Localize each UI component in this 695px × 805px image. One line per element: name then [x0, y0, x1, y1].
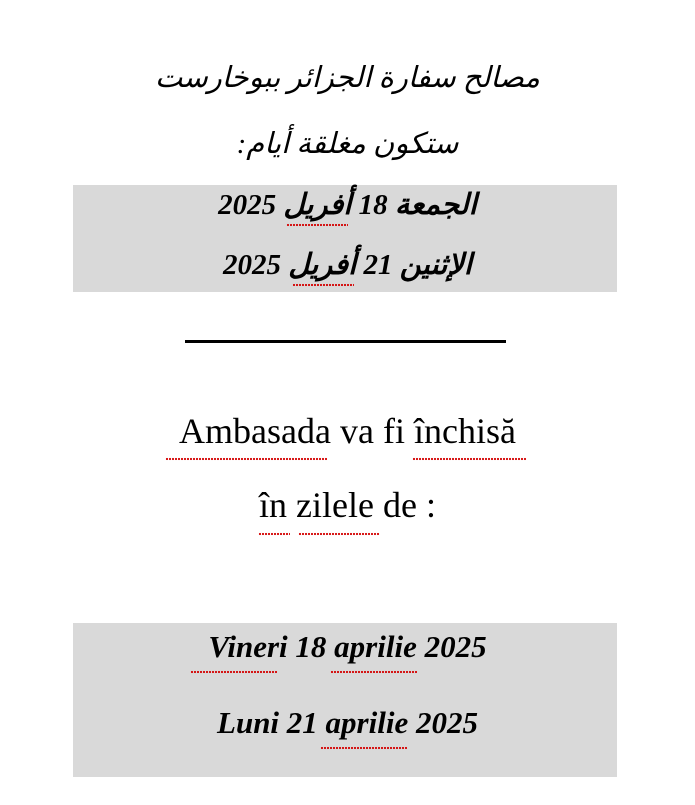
spellcheck-underline: [330, 670, 417, 674]
romanian-date-friday: Vineri 18 aprilie 2025: [208, 629, 487, 664]
arabic-date-monday: الإثنين 21 أفريل 2025: [223, 249, 472, 281]
arabic-date-friday: الجمعة 18 أفريل 2025: [218, 189, 477, 221]
separator-line: [185, 340, 506, 343]
romanian-date-monday: Luni 21 aprilie 2025: [217, 705, 478, 740]
spellcheck-underline: [412, 457, 526, 461]
spellcheck-underline: [190, 670, 277, 674]
arabic-subheading: ستكون مغلقة أيام:: [236, 128, 459, 160]
spellcheck-underline: [320, 746, 407, 750]
romanian-line-2: în zilele de :: [259, 485, 436, 525]
arabic-heading: مصالح سفارة الجزائر ببوخارست: [155, 62, 540, 94]
spellcheck-underline: [286, 223, 348, 227]
spellcheck-underline: [258, 532, 290, 536]
spellcheck-underline: [165, 457, 327, 461]
romanian-line-1: Ambasada va fi închisă: [179, 411, 516, 451]
spellcheck-underline: [292, 283, 354, 287]
spellcheck-underline: [298, 532, 380, 536]
